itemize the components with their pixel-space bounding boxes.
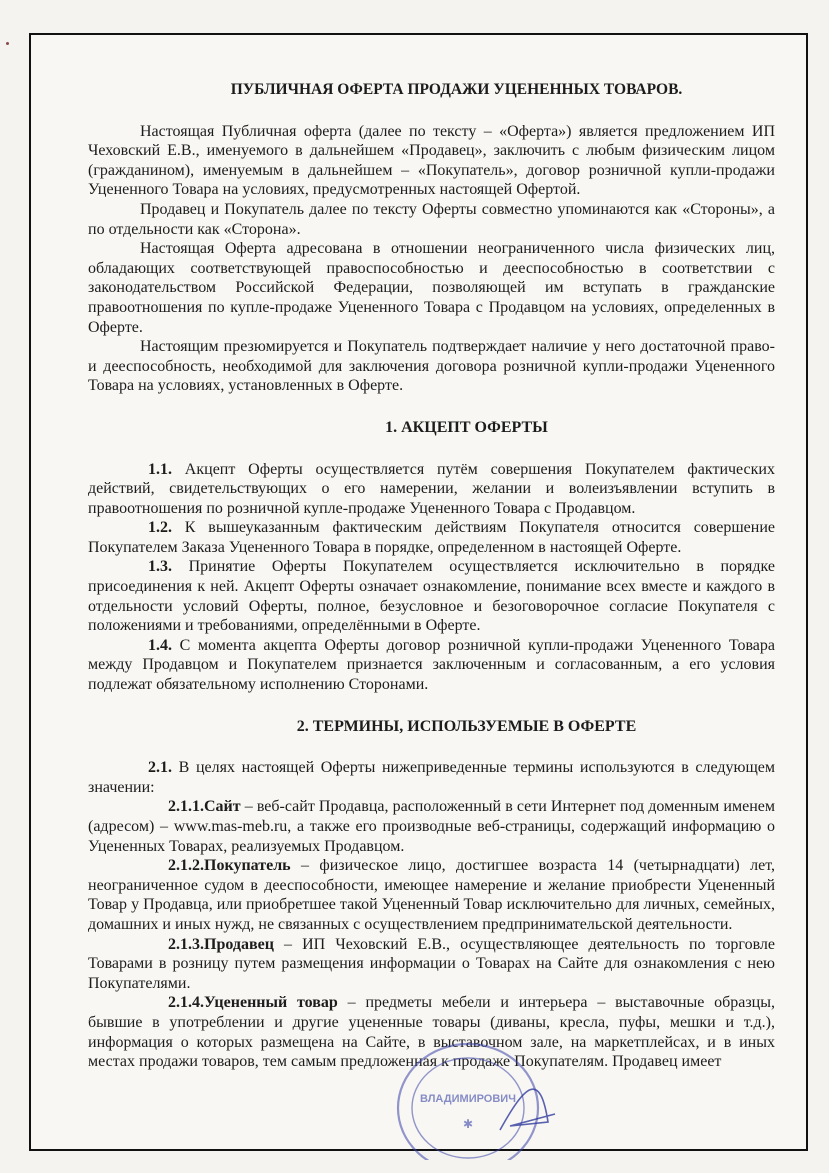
term-name: Сайт bbox=[204, 798, 241, 816]
clause-1-2 bbox=[88, 518, 775, 557]
term-number: 2.1.4. bbox=[168, 994, 204, 1012]
clause-number: 1.4. bbox=[148, 636, 172, 654]
term-2-1-1 bbox=[88, 797, 775, 856]
section-1-heading: 1. АКЦЕПТ ОФЕРТЫ bbox=[385, 418, 548, 436]
clause-text: В целях настоящей Оферты нижеприведенные термины используются в следующем значении: bbox=[88, 759, 775, 796]
document-body bbox=[88, 80, 775, 1072]
intro-paragraph-3: Настоящая Оферта адресована в отношении неограниченного числа физических лиц, обладающих соответствующей правоспособностью и дееспособностью в соответствии с законодательством Российской Федерации, позволяющей им вступать в гражданские правоотношения по купле-продаже Уцененного Товара с Продавцом на условиях, определенных в Оферте. bbox=[88, 240, 775, 336]
clause-text: Акцепт Оферты осуществляется путём совершения Покупателем фактических действий, свидетельствующих о его намерении, желании и волеизъявлении вступить в правоотношения по розничной купле-продаже Уцененного Товара с Продавцом. bbox=[88, 460, 775, 517]
term-definition: – физическое лицо, достигшее возраста 14 (четырнадцати) лет, неограниченное судом в дееспособности, имеющее намерение и желание приобрести Уцененный Товар у Продавца, или приобретшее такой Уцененный Товар исключительно для личных, семейных, домашних и иных нужд, не связанных с осуществлением предпринимательской деятельности. bbox=[88, 857, 775, 933]
clause-number: 1.2. bbox=[148, 519, 172, 537]
term-name: Уцененный товар bbox=[204, 994, 338, 1012]
clause-text: Принятие Оферты Покупателем осуществляется исключительно в порядке присоединения к ней. Акцепт Оферты означает ознакомление, понимание всех вместе и каждого в отдельности условий Оферты, полное, безусловное и безоговорочное согласие Покупателя с положениями и требованиями, определёнными в Оферте. bbox=[88, 558, 775, 635]
term-number: 2.1.2. bbox=[168, 857, 204, 875]
term-definition: – веб-сайт Продавца, расположенный в сети Интернет под доменным именем (адресом) – www.mas-meb.ru, а также его производные веб-страницы, содержащий информацию о Уцененных Товарах, реализуемых Продавцом. bbox=[88, 798, 775, 855]
clause-text: К вышеуказанным фактическим действиям Покупателя относится совершение Покупателем Заказа Уцененного Товара в порядке, определенном в настоящей Оферте. bbox=[88, 519, 775, 556]
clause-1-4 bbox=[88, 636, 775, 695]
clause-1-1 bbox=[88, 460, 775, 519]
stamp-star-icon: ✱ bbox=[462, 1117, 474, 1131]
scan-speck bbox=[6, 42, 9, 45]
clause-number: 1.1. bbox=[148, 460, 172, 478]
term-number: 2.1.3. bbox=[168, 935, 204, 953]
term-number: 2.1.1. bbox=[168, 798, 204, 816]
clause-2-1 bbox=[88, 758, 775, 797]
document-title: ПУБЛИЧНАЯ ОФЕРТА ПРОДАЖИ УЦЕНЕННЫХ ТОВАРОВ. bbox=[230, 81, 683, 98]
seal-stamp bbox=[390, 1030, 560, 1160]
term-name: Покупатель bbox=[204, 857, 291, 875]
clause-text: С момента акцепта Оферты договор розничной купли-продажи Уцененного Товара между Продавцом и Покупателем признается заключенным и согласованным, а его условия подлежат обязательному исполнению Сторонами. bbox=[88, 636, 775, 694]
stamp-text: ВЛАДИМИРОВИЧ bbox=[420, 1093, 516, 1105]
stamp-inner-ring bbox=[412, 1058, 524, 1158]
section-2-heading: 2. ТЕРМИНЫ, ИСПОЛЬЗУЕМЫЕ В ОФЕРТЕ bbox=[296, 717, 637, 735]
term-definition: – предметы мебели и интерьера – выставочные образцы, бывшие в употреблении и другие уцененные товары (диваны, кресла, пуфы, мешки и т.д.), информация о которых размещена на Сайте, в выставочном зале, на маркетплейсах, и в иных местах продажи товаров, тем самым предложенная к продаже Покупателям. Продавец имеет bbox=[88, 994, 775, 1071]
clause-1-3 bbox=[88, 557, 775, 635]
clause-number: 1.3. bbox=[148, 558, 172, 576]
clause-number: 2.1. bbox=[148, 759, 172, 777]
term-definition: – ИП Чеховский Е.В., осуществляющее деятельность по торговле Товарами в розницу путем размещения информации о Товарах на Сайте для ознакомления с нею Покупателями. bbox=[88, 935, 775, 992]
term-name: Продавец bbox=[204, 935, 274, 953]
intro-paragraph-2: Продавец и Покупатель далее по тексту Оферты совместно упоминаются как «Стороны», а по отдельности как «Сторона». bbox=[88, 200, 775, 238]
intro-paragraph-1: Настоящая Публичная оферта (далее по тексту – «Оферта») является предложением ИП Чеховский Е.В., именуемого в дальнейшем «Продавец», заключить с любым физическим лицом (гражданином), именуемым в дальнейшем – «Покупатель», договор розничной купли-продажи Уцененного Товара на условиях, предусмотренных настоящей Офертой. bbox=[88, 122, 775, 199]
term-2-1-2 bbox=[88, 856, 775, 934]
intro-paragraph-4: Настоящим презюмируется и Покупатель подтверждает наличие у него достаточной право- и дееспособность, необходимой для заключения договора розничной купли-продажи Уцененного Товара на условиях, установленных в Оферте. bbox=[88, 338, 775, 395]
term-2-1-3 bbox=[88, 935, 775, 994]
